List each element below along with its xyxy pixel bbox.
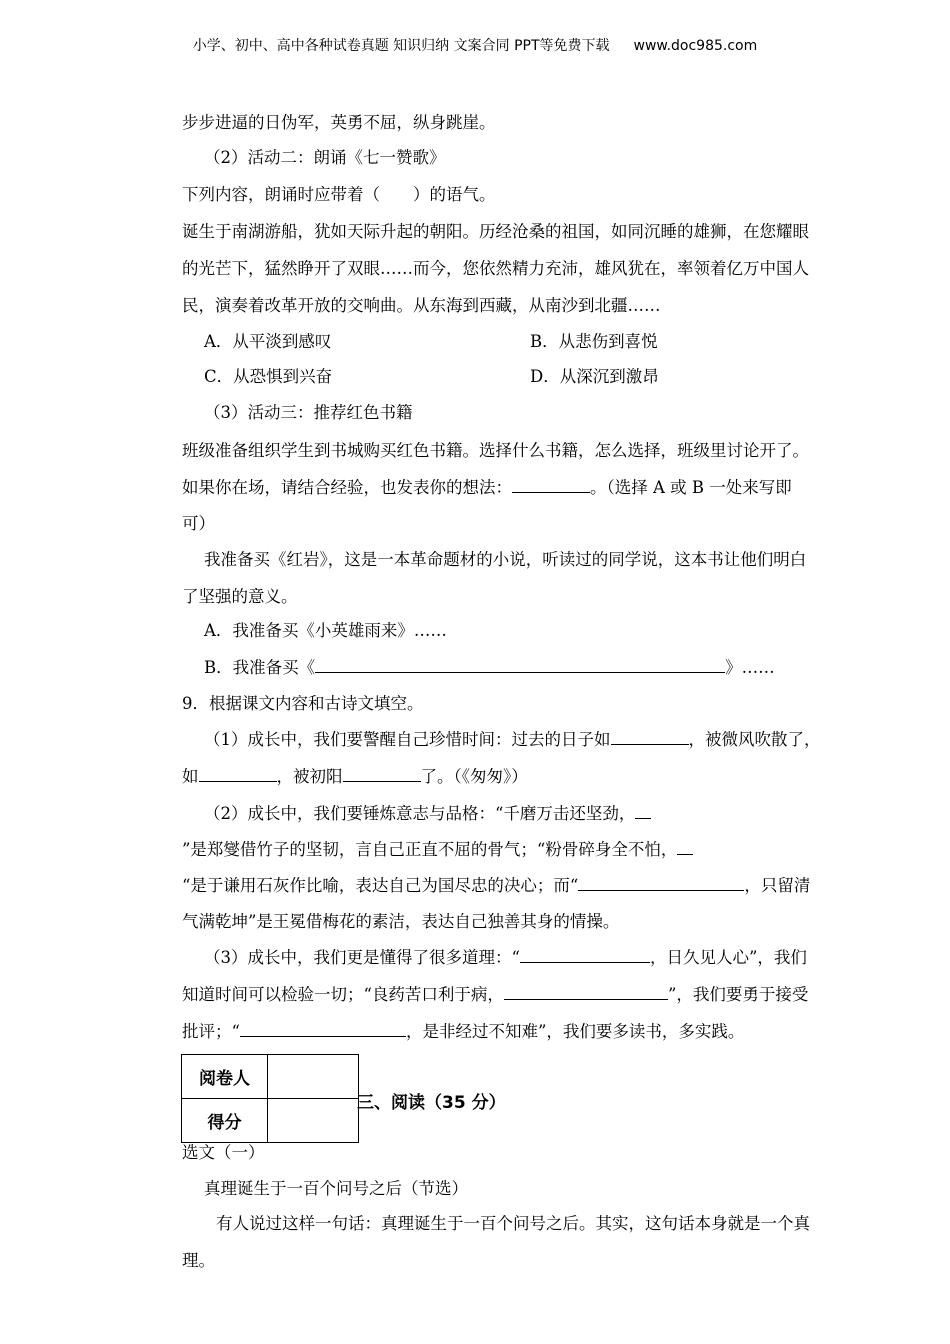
- reading-paragraph: 理。: [182, 1251, 215, 1270]
- header-text: 小学、初中、高中各种试卷真题 知识归纳 文案合同 PPT等免费下载: [192, 38, 610, 54]
- text-span: （2）成长中，我们要锤炼意志与品格：“千磨万击还坚劲，: [204, 804, 636, 823]
- reviewer-label: 阅卷人: [182, 1055, 268, 1099]
- option-a[interactable]: A．从平淡到感叹: [204, 332, 332, 351]
- answer-blank[interactable]: [315, 656, 725, 673]
- text-line: 气满乾坤”是王冕借梅花的素洁，表达自己独善其身的情操。: [182, 912, 620, 931]
- answer-blank[interactable]: [512, 476, 590, 493]
- option-row: [204, 365, 884, 389]
- choice-b: [204, 656, 884, 680]
- text-span: （3）成长中，我们更是懂得了很多道理：“: [204, 948, 520, 967]
- passage-line: 诞生于南湖游船，犹如天际升起的朝阳。历经沧桑的祖国，如同沉睡的雄狮，在您耀眼: [182, 222, 809, 241]
- option-d[interactable]: D．从深沉到激昂: [530, 367, 659, 386]
- answer-blank[interactable]: [240, 1020, 406, 1037]
- passage-line: 民，演奏着改革开放的交响曲。从东海到西藏，从南沙到北疆……: [182, 296, 661, 315]
- text-span: ”，我们要勇于接受: [667, 985, 809, 1004]
- text-span: “是于谦用石灰作比喻，表达自己为国尽忠的决心；而“: [182, 876, 579, 895]
- text-span: ，是非经过不知难”，我们要多读书，多实践。: [405, 1022, 745, 1041]
- text-line: [182, 874, 862, 898]
- option-b[interactable]: B．从悲伤到喜悦: [530, 332, 658, 351]
- answer-blank[interactable]: [520, 946, 650, 963]
- page-header: [0, 35, 950, 55]
- text-span: 如: [182, 767, 199, 786]
- answer-blank[interactable]: [504, 983, 668, 1000]
- text-line: [204, 728, 884, 752]
- answer-blank[interactable]: [343, 765, 421, 782]
- section-title: 三、阅读（35 分）: [357, 1093, 506, 1113]
- reading-label: 选文（一）: [182, 1143, 265, 1162]
- option-row: [204, 330, 884, 354]
- text-line: 班级准备组织学生到书城购买红色书籍。选择什么书籍，怎么选择，班级里讨论开了。: [182, 441, 809, 460]
- example-line: 我准备买《红岩》，这是一本革命题材的小说，听读过的同学说，这本书让他们明白: [204, 550, 807, 569]
- text-span: 如果你在场，请结合经验，也发表你的想法：: [182, 478, 512, 497]
- activity3-title: （3）活动三：推荐红色书籍: [204, 403, 413, 422]
- answer-blank[interactable]: [611, 728, 689, 745]
- choice-a: A．我准备买《小英雄雨来》……: [204, 621, 447, 640]
- reading-title: 真理诞生于一百个问号之后（节选）: [204, 1179, 468, 1198]
- text-line: 步步进逼的日伪军，英勇不屈，纵身跳崖。: [182, 113, 496, 132]
- text-line: 可）: [182, 514, 215, 533]
- activity2-title: （2）活动二：朗诵《七一赞歌》: [204, 148, 446, 167]
- reviewer-cell[interactable]: [268, 1055, 359, 1099]
- score-label: 得分: [182, 1099, 268, 1143]
- activity2-prompt: 下列内容，朗诵时应带着（ ）的语气。: [182, 185, 496, 204]
- answer-blank[interactable]: [635, 802, 651, 819]
- score-cell[interactable]: [268, 1099, 359, 1143]
- text-span: B．我准备买《: [204, 658, 316, 677]
- text-span: 》……: [725, 658, 775, 677]
- answer-blank[interactable]: [199, 765, 277, 782]
- text-span: ，被微风吹散了，: [688, 730, 821, 749]
- question-9: 9．根据课文内容和古诗文填空。: [182, 694, 424, 713]
- text-span: ”是郑燮借竹子的坚韧，言自己正直不屈的骨气；“粉骨碎身全不怕，: [182, 840, 678, 859]
- answer-blank[interactable]: [677, 838, 693, 855]
- text-span: （1）成长中，我们要警醒自己珍惜时间：过去的日子如: [204, 730, 611, 749]
- text-span: ，日久见人心”，我们: [649, 948, 807, 967]
- example-line: 了坚强的意义。: [182, 587, 298, 606]
- text-span: 。（选择 A 或 B 一处来写即: [590, 478, 792, 497]
- text-line: [182, 1020, 862, 1044]
- text-span: 批评；“: [182, 1022, 240, 1041]
- answer-blank[interactable]: [578, 874, 744, 891]
- header-url[interactable]: www.doc985.com: [633, 38, 758, 54]
- text-span: ，只留清: [744, 876, 811, 895]
- text-line: [204, 946, 884, 970]
- score-table: [181, 1054, 359, 1143]
- text-span: ，被初阳: [276, 767, 343, 786]
- text-line: [182, 983, 862, 1007]
- reading-paragraph: 有人说过这样一句话：真理诞生于一百个问号之后。其实，这句话本身就是一个真: [216, 1214, 810, 1233]
- text-span: 知道时间可以检验一切；“良药苦口利于病，: [182, 985, 504, 1004]
- passage-line: 的光芒下，猛然睁开了双眼……而今，您依然精力充沛，雄风犹在，率领着亿万中国人: [182, 259, 809, 278]
- text-line: [182, 765, 862, 789]
- text-line: [182, 476, 862, 500]
- text-line: [204, 802, 884, 826]
- text-line: [182, 838, 862, 862]
- option-c[interactable]: C．从恐惧到兴奋: [204, 367, 333, 386]
- text-span: 了。（《匆匆》）: [420, 767, 528, 786]
